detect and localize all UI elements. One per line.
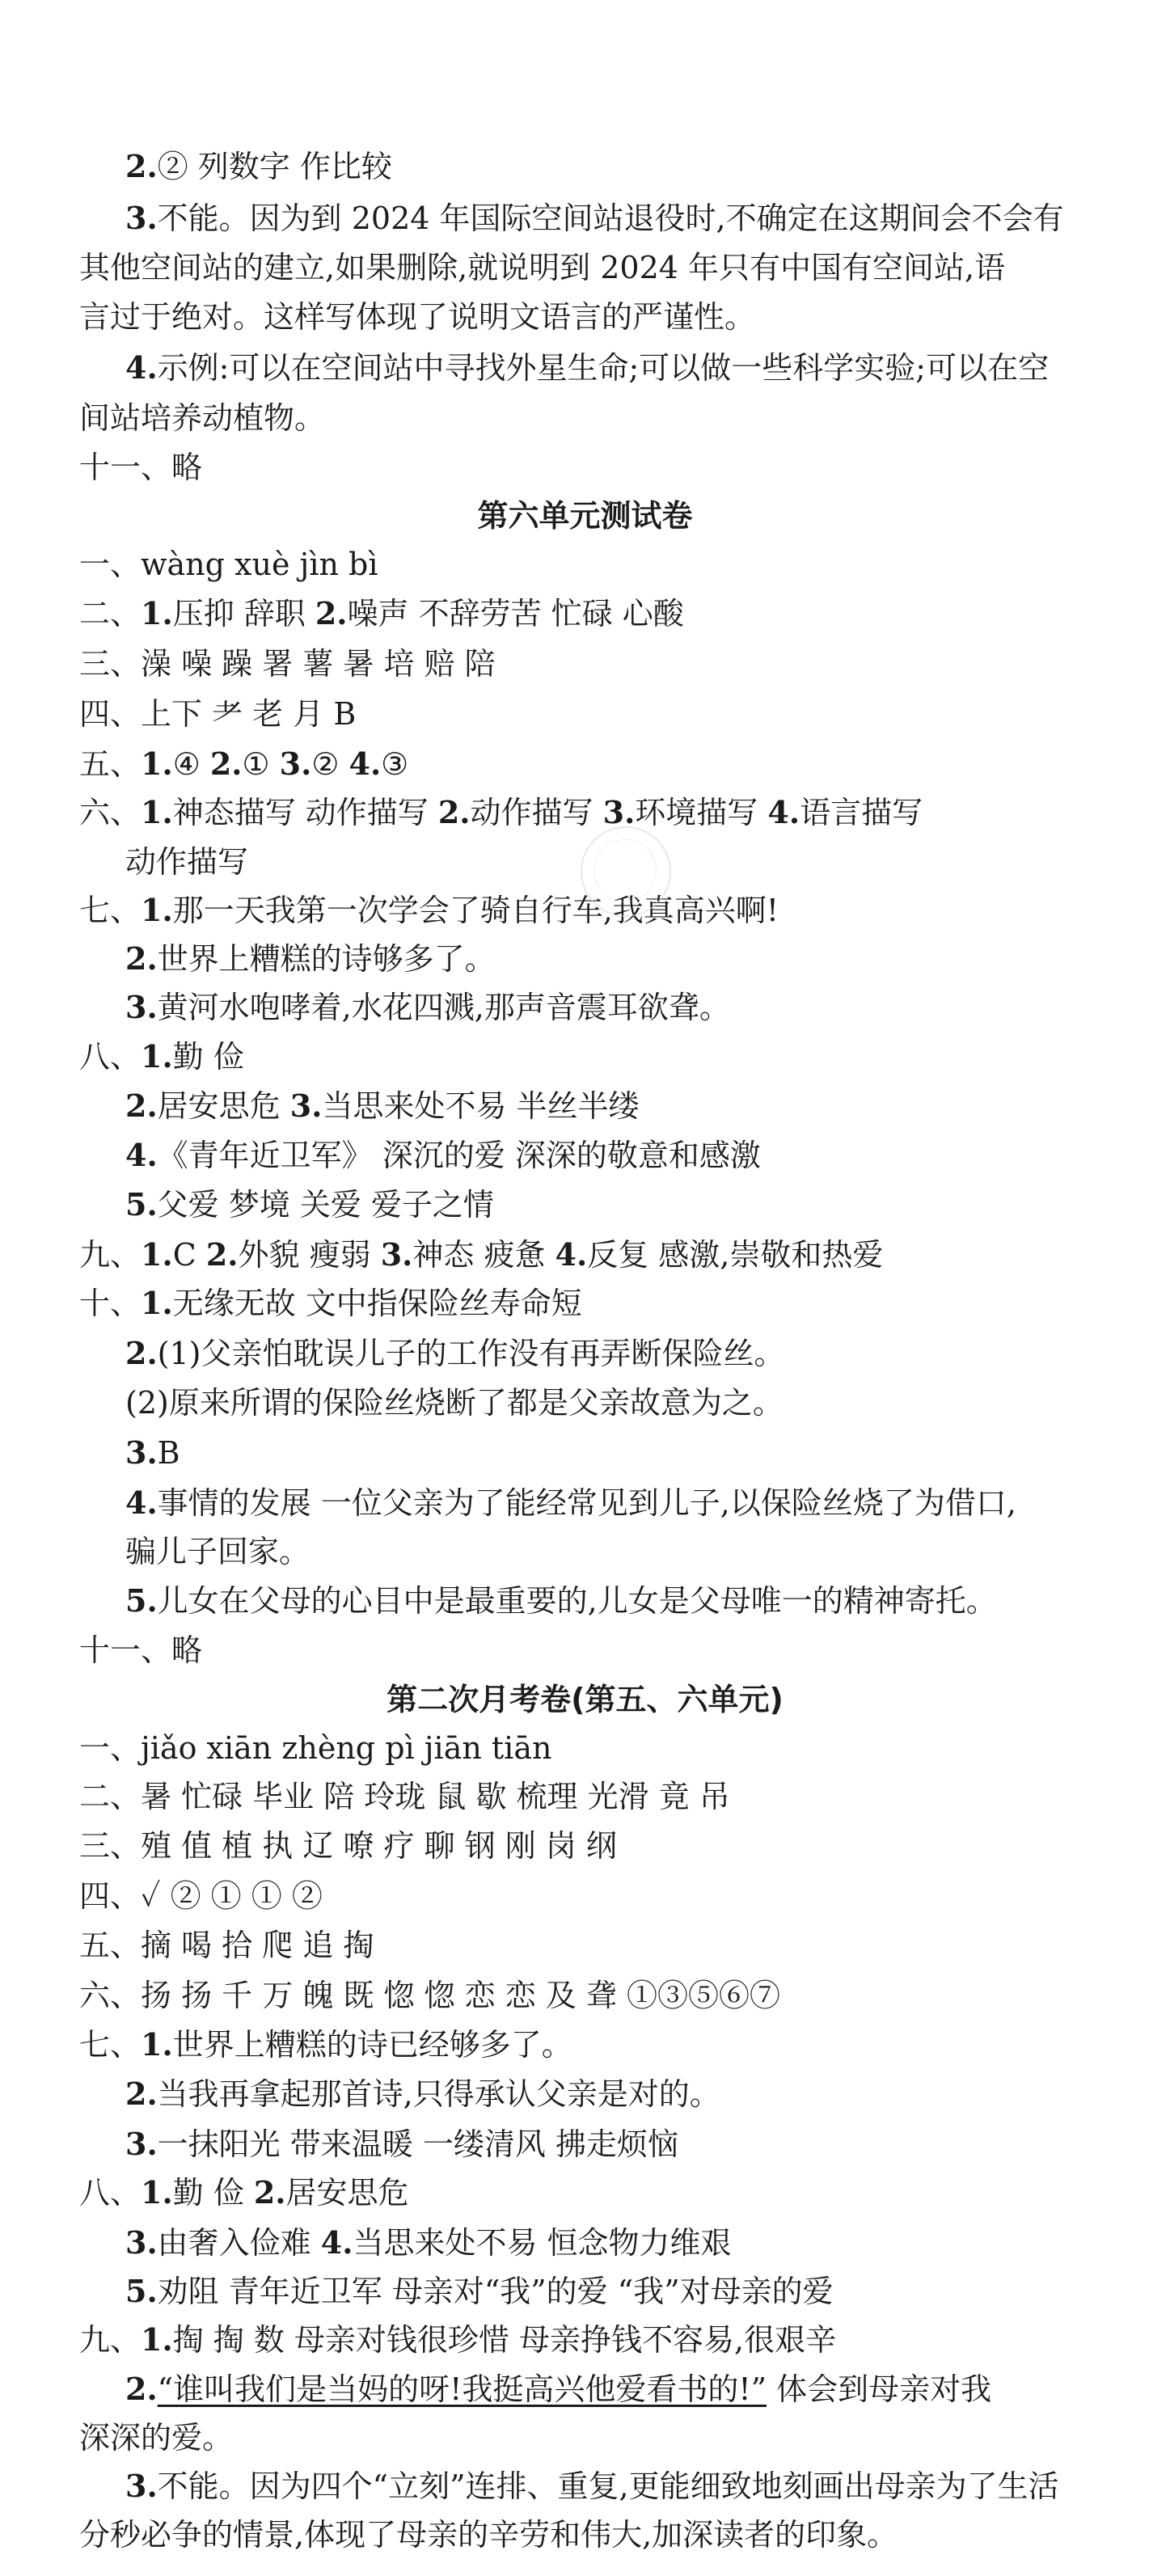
answer-line: 5.劝阻 青年近卫军 母亲对“我”的爱 “我”对母亲的爱 [125, 2273, 834, 2309]
answer-line: 九、1.C 2.外貌 瘦弱 3.神态 疲惫 4.反复 感激,崇敬和热爱 [79, 1236, 884, 1273]
answer-line: 3.一抹阳光 带来温暖 一缕清风 拂走烦恼 [125, 2126, 678, 2162]
answer-line: 三、澡 噪 躁 署 薯 暑 培 赔 陪 [79, 646, 496, 682]
answer-line: 分秒必争的情景,体现了母亲的辛劳和伟大,加深读者的印象。 [79, 2517, 898, 2553]
answer-line: 十一、略 [79, 1632, 203, 1668]
answer-line: 4.《青年近卫军》 深沉的爱 深深的敬意和感激 [125, 1137, 761, 1173]
answer-line: 八、1.勤 俭 [79, 1038, 244, 1075]
answer-line: 其他空间站的建立,如果删除,就说明到 2024 年只有中国有空间站,语 [79, 250, 1006, 285]
section-title: 第二次月考卷(第五、六单元) [386, 1682, 784, 1717]
underlined-quote: “谁叫我们是当妈的呀!我挺高兴他爱看书的!” [157, 2371, 767, 2407]
answer-line: 六、扬 扬 千 万 魄 既 惚 惚 恋 恋 及 聋 ①③⑤⑥⑦ [79, 1978, 780, 2013]
answer-line: 2.当我再拿起那首诗,只得承认父亲是对的。 [125, 2076, 720, 2112]
answer-line: 七、1.那一天我第一次学会了骑自行车,我真高兴啊! [79, 892, 779, 928]
answer-line: 4.事情的发展 一位父亲为了能经常见到儿子,以保险丝烧了为借口, [125, 1484, 1016, 1521]
section-title: 第六单元测试卷 [477, 498, 693, 534]
answer-line: 骗儿子回家。 [125, 1534, 310, 1569]
answer-line: 5.儿女在父母的心目中是最重要的,儿女是父母唯一的精神寄托。 [125, 1582, 997, 1619]
answer-line: 动作描写 [125, 844, 249, 880]
answer-line: 二、暑 忙碌 毕业 陪 玲珑 鼠 歇 梳理 光滑 竟 吊 [79, 1779, 730, 1814]
answer-line: 深深的爱。 [79, 2420, 234, 2456]
watermark-stamp [581, 826, 671, 917]
answer-line: 一、jiǎo xiān zhèng pì jiān tiān [79, 1730, 552, 1766]
page-footer: 先锋大考卷 语文 五年级上册 第113页 [435, 2554, 735, 2574]
answer-line: 5.父爱 梦境 关爱 爱子之情 [125, 1186, 494, 1223]
answer-line: 3.B [125, 1434, 180, 1471]
answer-line: 间站培养动植物。 [79, 400, 326, 436]
answer-line: 七、1.世界上糟糕的诗已经够多了。 [79, 2026, 572, 2063]
answer-line: 3.黄河水咆哮着,水花四溅,那声音震耳欲聋。 [125, 989, 730, 1025]
answer-line: 3.不能。因为到 2024 年国际空间站退役时,不确定在这期间会不会有 [125, 200, 1064, 236]
answer-line: 2.居安思危 3.当思来处不易 半丝半缕 [125, 1087, 640, 1124]
answer-line: 四、✓ ② ① ① ② [79, 1878, 323, 1914]
answer-line: 4.示例:可以在空间站中寻找外星生命;可以做一些科学实验;可以在空 [125, 349, 1050, 386]
answer-line: 二、1.压抑 辞职 2.噪声 不辞劳苦 忙碌 心酸 [79, 595, 684, 631]
answer-line: 三、殖 值 植 执 辽 嘹 疗 聊 钢 刚 岗 纲 [79, 1828, 617, 1864]
answer-line: 3.不能。因为四个“立刻”连排、重复,更能细致地刻画出母亲为了生活 [125, 2468, 1059, 2504]
answer-line: (2)原来所谓的保险丝烧断了都是父亲故意为之。 [125, 1385, 784, 1421]
answer-line: 3.由奢入俭难 4.当思来处不易 恒念物力维艰 [125, 2224, 732, 2261]
answer-line: 五、摘 喝 拾 爬 追 掏 [79, 1928, 374, 1963]
answer-line: 十一、略 [79, 450, 203, 485]
answer-line: 五、1.④ 2.① 3.② 4.③ [79, 745, 409, 782]
answer-line: 十、1.无缘无故 文中指保险丝寿命短 [79, 1285, 582, 1321]
answer-line: 2.② 列数字 作比较 [125, 148, 392, 184]
answer-line: 四、上下 耂 老 月 B [79, 696, 357, 732]
answer-line: 一、wàng xuè jìn bì [79, 547, 378, 582]
answer-line: 八、1.勤 俭 2.居安思危 [79, 2174, 409, 2211]
answer-line: 六、1.神态描写 动作描写 2.动作描写 3.环境描写 4.语言描写 [79, 794, 923, 830]
answer-line: 九、1.掏 掏 数 母亲对钱很珍惜 母亲挣钱不容易,很艰辛 [79, 2321, 837, 2358]
answer-line: 2.“谁叫我们是当妈的呀!我挺高兴他爱看书的!” 体会到母亲对我 [125, 2371, 992, 2407]
answer-line: 言过于绝对。这样写体现了说明文语言的严谨性。 [79, 299, 756, 335]
answer-line: 2.(1)父亲怕耽误儿子的工作没有再弄断保险丝。 [125, 1335, 785, 1371]
answer-line: 2.世界上糟糕的诗够多了。 [125, 940, 496, 977]
